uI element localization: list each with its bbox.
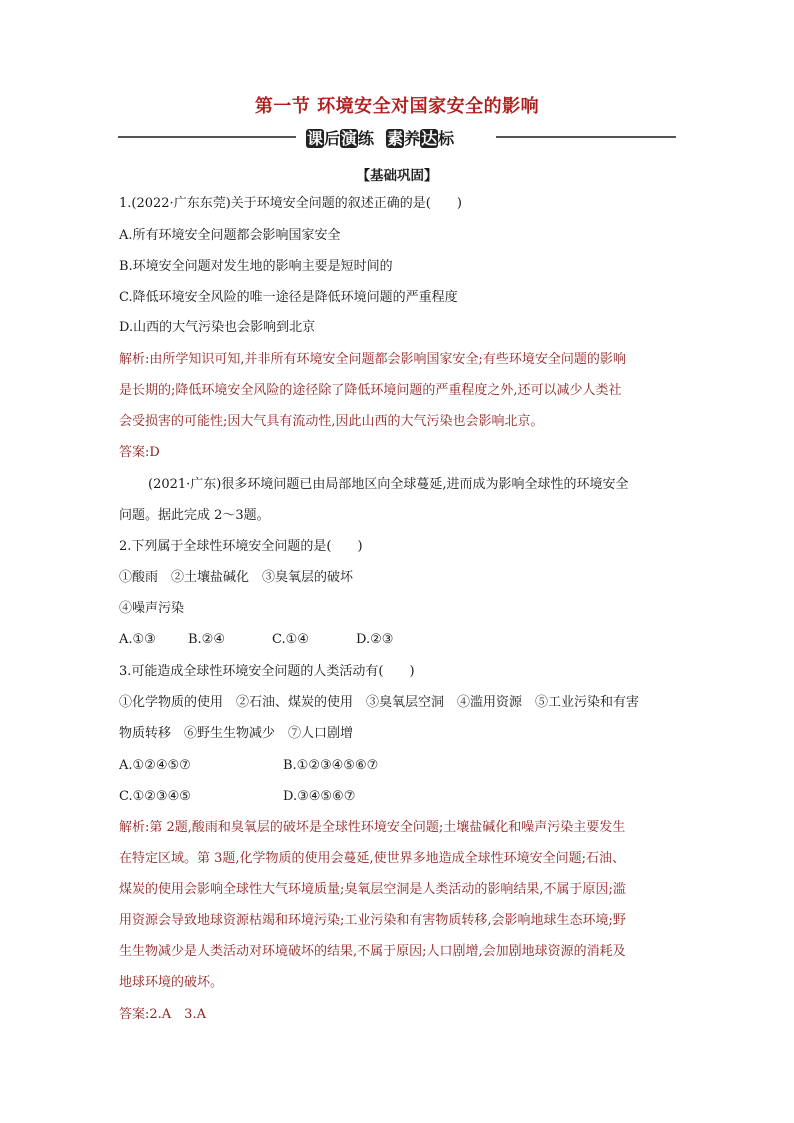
q3-stem: 3.可能造成全球性环境安全问题的人类活动有( ) [119,664,415,679]
q23-analysis-line: 煤炭的使用会影响全球性大气环境质量;臭氧层空洞是人类活动的影响结果,不属于原因;滥 [119,882,626,897]
q3-choice-a: A.①②④⑤⑦ [119,758,191,773]
q3-choice-d: D.③④⑤⑥⑦ [283,789,356,804]
material-line: 问题。据此完成 2～3题。 [119,508,270,523]
q3-items-line: 物质转移 ⑥野生生物减少 ⑦人口剧增 [119,726,354,741]
q3-choice-c: C.①②③④⑤ [119,789,191,804]
section-heading: 【基础巩固】 [356,168,438,184]
q1-stem: 1.(2022·广东东莞)关于环境安全问题的叙述正确的是( ) [119,196,462,211]
page-title: 第一节 环境安全对国家安全的影响 [254,96,540,117]
banner-char: 练 [358,129,375,148]
banner-badge-char: 达 [421,129,438,148]
q2-choice-a: A.①③ [119,632,156,647]
q2-items-line: ①酸雨 ②土壤盐碱化 ③臭氧层的破坏 [119,570,354,585]
q23-analysis-line: 生生物减少是人类活动对环境破坏的结果,不属于原因;人口剧增,会加剧地球资源的消耗及 [119,944,626,959]
section-banner [118,126,676,148]
q1-option-d: D.山西的大气污染也会影响到北京 [119,320,316,335]
q23-analysis-line: 地球环境的破坏。 [119,975,224,990]
q1-analysis-line: 会受损害的可能性;因大气具有流动性,因此山西的大气污染也会影响北京。 [119,414,544,429]
q3-choice-b: B.①②③④⑤⑥⑦ [283,758,379,773]
q23-analysis-line: 用资源会导致地球资源枯竭和环境污染;工业污染和有害物质转移,会影响地球生态环境;野 [119,913,626,928]
q1-analysis-line: 是长期的;降低环境安全风险的途径除了降低环境问题的严重程度之外,还可以减少人类社 [119,383,622,398]
banner-divider-right [496,136,676,138]
q2-items-line: ④噪声污染 [119,601,185,616]
q2-choice-d: D.②③ [356,632,394,647]
banner-badge-char: 课 [307,129,324,148]
q2-choice-c: C.①④ [272,632,309,647]
banner-divider-left [118,136,296,138]
q23-analysis-line: 解析:第 2题,酸雨和臭氧层的破坏是全球性环境安全问题;土壤盐碱化和噪声污染主要发生 [119,820,626,835]
q23-answer: 答案:2.A 3.A [119,1007,206,1022]
material-line: (2021·广东)很多环境问题已由局部地区向全球蔓延,进而成为影响全球性的环境安全 [148,477,629,492]
q2-stem: 2.下列属于全球性环境安全问题的是( ) [119,539,363,554]
banner-char: 养 [404,129,421,148]
q1-option-c: C.降低环境安全风险的唯一途径是降低环境问题的严重程度 [119,290,458,305]
banner-text [306,126,491,148]
banner-char: 后 [324,129,341,148]
banner-char: 标 [438,129,455,148]
q1-analysis-line: 解析:由所学知识可知,并非所有环境安全问题都会影响国家安全;有些环境安全问题的影响 [119,352,626,367]
q3-items-line: ①化学物质的使用 ②石油、煤炭的使用 ③臭氧层空洞 ④滥用资源 ⑤工业污染和有害 [119,695,640,710]
q1-answer: 答案:D [119,445,160,460]
q2-choice-b: B.②④ [188,632,225,647]
banner-badge-char: 素 [387,129,404,148]
q1-option-a: A.所有环境安全问题都会影响国家安全 [119,228,341,243]
banner-badge-char: 演 [341,129,358,148]
q1-option-b: B.环境安全问题对发生地的影响主要是短时间的 [119,259,393,274]
q23-analysis-line: 在特定区域。第 3题,化学物质的使用会蔓延,使世界多地造成全球性环境安全问题;石油、 [119,851,626,866]
